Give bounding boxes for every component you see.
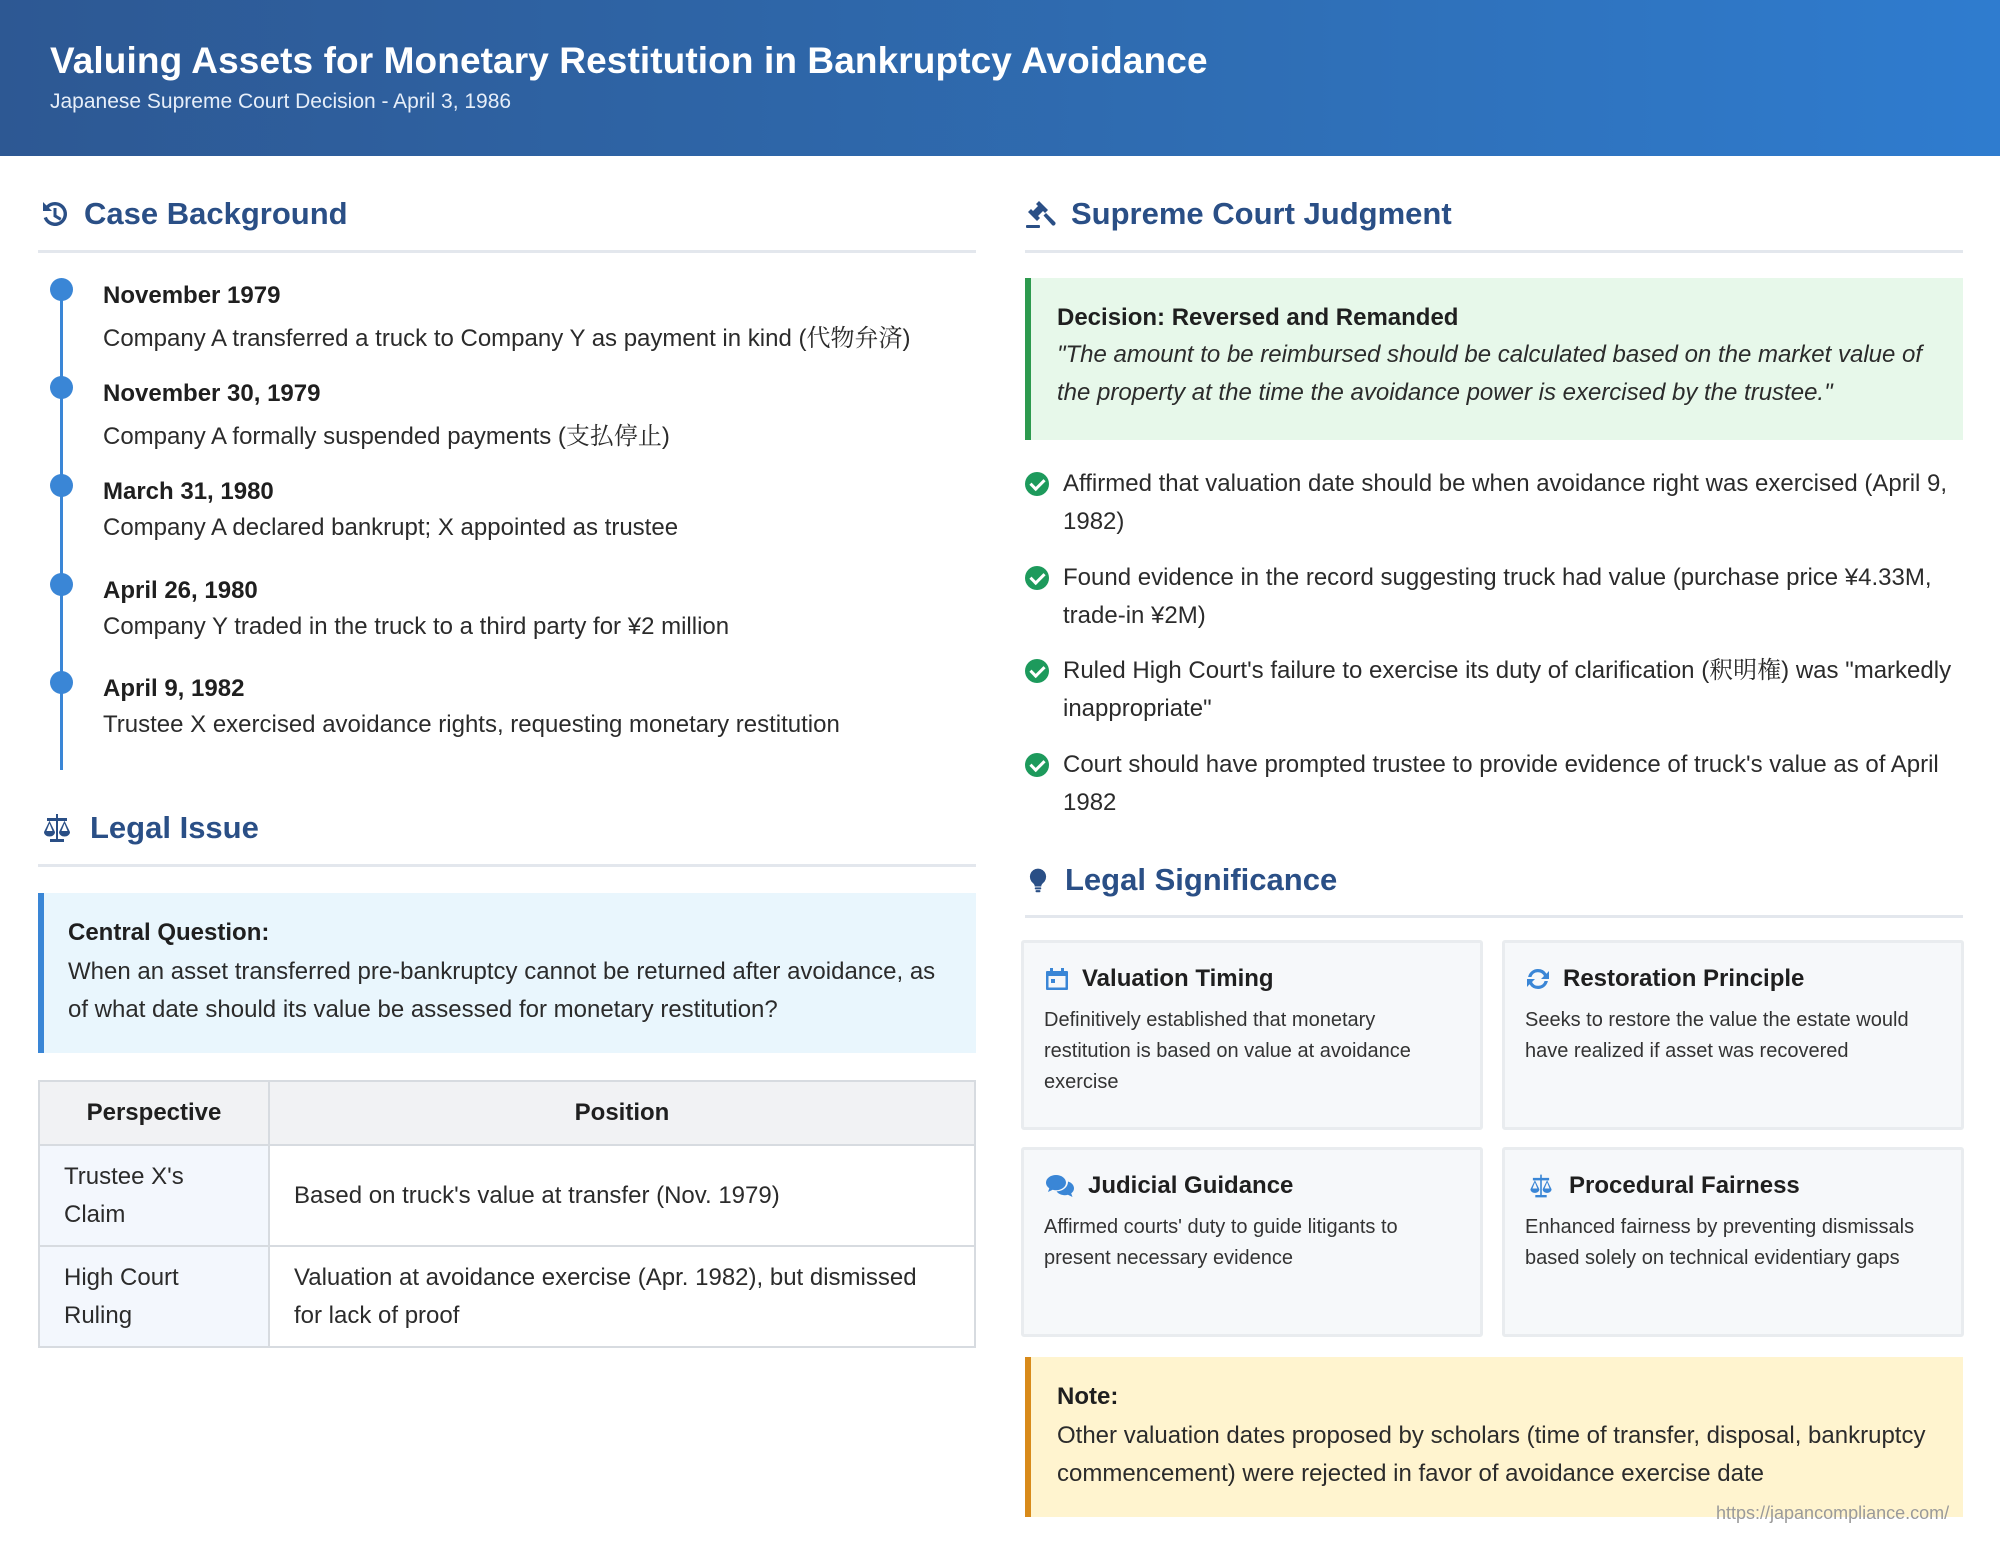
table-cell-perspective: High Court Ruling: [39, 1246, 269, 1347]
central-question-box: [38, 893, 976, 1053]
timeline-text: Company A formally suspended payments (支払停止): [103, 423, 670, 450]
note-label: Note:: [1057, 1383, 1119, 1410]
judgment-point-text: Court should have prompted trustee to provide evidence of truck's value as of April 1982: [1063, 751, 1939, 816]
significance-card: [1502, 1147, 1964, 1337]
history-icon: [38, 198, 70, 230]
check-circle-icon: [1025, 659, 1049, 683]
timeline-dot: [50, 278, 73, 301]
card-text: Definitively established that monetary restitution is based on value at avoidance exercise: [1044, 1009, 1411, 1093]
timeline-text: Company Y traded in the truck to a third party for ¥2 million: [103, 613, 730, 640]
judgment-title: Supreme Court Judgment: [1071, 196, 1452, 231]
page-subtitle: Japanese Supreme Court Decision - April 3, 1986: [50, 90, 512, 113]
judgment-point-text: Found evidence in the record suggesting truck had value (purchase price ¥4.33M, trade-in ¥2M): [1063, 564, 1932, 629]
significance-card: [1021, 940, 1483, 1130]
timeline-dot: [50, 573, 73, 596]
significance-heading: [1025, 862, 1337, 898]
table-cell-position: Valuation at avoidance exercise (Apr. 1982), but dismissed for lack of proof: [269, 1246, 975, 1347]
divider: [38, 250, 976, 253]
card-title-row: [1044, 1172, 1460, 1200]
check-circle-icon: [1025, 753, 1049, 777]
significance-card: [1502, 940, 1964, 1130]
card-title-row: [1525, 965, 1941, 993]
legal-issue-heading: [38, 810, 259, 846]
judgment-point: [1025, 746, 1965, 822]
column-header: Perspective: [39, 1081, 269, 1145]
decision-box: [1025, 278, 1963, 440]
table-row: [39, 1246, 975, 1347]
note-text: Other valuation dates proposed by scholars (time of transfer, disposal, bankruptcy commencement) were rejected in favor of avoidance exercise date: [1057, 1422, 1926, 1487]
refresh-icon: [1525, 966, 1551, 992]
card-title-row: [1044, 965, 1460, 993]
card-title: Procedural Fairness: [1569, 1172, 1800, 1199]
timeline-date: November 1979: [103, 282, 281, 309]
balance-scale-icon: [1525, 1173, 1557, 1199]
timeline-text: Company A declared bankrupt; X appointed as trustee: [103, 514, 679, 541]
timeline-dot: [50, 671, 73, 694]
judgment-point-text: Ruled High Court's failure to exercise its duty of clarification (釈明権) was "markedly inappropriate": [1063, 657, 1952, 722]
timeline-date: April 26, 1980: [103, 577, 258, 604]
column-header: Position: [269, 1081, 975, 1145]
timeline-line: [60, 290, 63, 770]
perspective-table: [38, 1080, 976, 1348]
table-cell-perspective: Trustee X's Claim: [39, 1145, 269, 1246]
central-question-label: Central Question:: [68, 919, 270, 946]
timeline-date: March 31, 1980: [103, 478, 274, 505]
balance-scale-icon: [38, 812, 76, 844]
divider: [1025, 915, 1963, 918]
card-title: Judicial Guidance: [1088, 1172, 1294, 1199]
card-text: Enhanced fairness by preventing dismissals based solely on technical evidentiary gaps: [1525, 1216, 1915, 1269]
timeline-date: April 9, 1982: [103, 675, 245, 702]
judgment-point: [1025, 559, 1965, 635]
divider: [38, 864, 976, 867]
lightbulb-icon: [1025, 864, 1051, 896]
judgment-heading: [1025, 196, 1452, 232]
table-cell-position: Based on truck's value at transfer (Nov. 1979): [269, 1145, 975, 1246]
timeline-date: November 30, 1979: [103, 380, 321, 407]
card-title: Restoration Principle: [1563, 965, 1805, 992]
timeline-text: Trustee X exercised avoidance rights, requesting monetary restitution: [103, 711, 840, 738]
judgment-point: [1025, 652, 1965, 728]
note-box: [1025, 1357, 1963, 1517]
timeline-dot: [50, 376, 73, 399]
significance-title: Legal Significance: [1065, 862, 1338, 897]
page-title: Valuing Assets for Monetary Restitution in Bankruptcy Avoidance: [50, 40, 1208, 81]
calendar-icon: [1044, 966, 1070, 992]
card-text: Seeks to restore the value the estate would have realized if asset was recovered: [1525, 1009, 1909, 1062]
check-circle-icon: [1025, 472, 1049, 496]
table-header-row: [39, 1081, 975, 1145]
comments-icon: [1044, 1173, 1076, 1199]
case-background-title: Case Background: [84, 196, 348, 231]
case-background-heading: [38, 196, 348, 232]
gavel-icon: [1025, 198, 1057, 230]
decision-label: Decision: Reversed and Remanded: [1057, 304, 1459, 331]
central-question-text: When an asset transferred pre-bankruptcy cannot be returned after avoidance, as of what date should its value be assessed for monetary restitution?: [68, 958, 936, 1023]
significance-card: [1021, 1147, 1483, 1337]
check-circle-icon: [1025, 566, 1049, 590]
judgment-point: [1025, 465, 1965, 541]
card-title-row: [1525, 1172, 1941, 1200]
divider: [1025, 250, 1963, 253]
legal-issue-title: Legal Issue: [90, 810, 259, 845]
table-row: [39, 1145, 975, 1246]
card-text: Affirmed courts' duty to guide litigants to present necessary evidence: [1044, 1216, 1398, 1269]
card-title: Valuation Timing: [1082, 965, 1274, 992]
judgment-point-text: Affirmed that valuation date should be when avoidance right was exercised (April 9, 1982): [1063, 470, 1948, 535]
timeline-text: Company A transferred a truck to Company Y as payment in kind (代物弁済): [103, 325, 911, 352]
timeline-dot: [50, 474, 73, 497]
decision-quote: "The amount to be reimbursed should be calculated based on the market value of the property at the time the avoidance power is exercised by the trustee.": [1057, 341, 1923, 406]
page-header: [0, 0, 2000, 156]
source-url: https://japancompliance.com/: [1716, 1503, 1950, 1523]
